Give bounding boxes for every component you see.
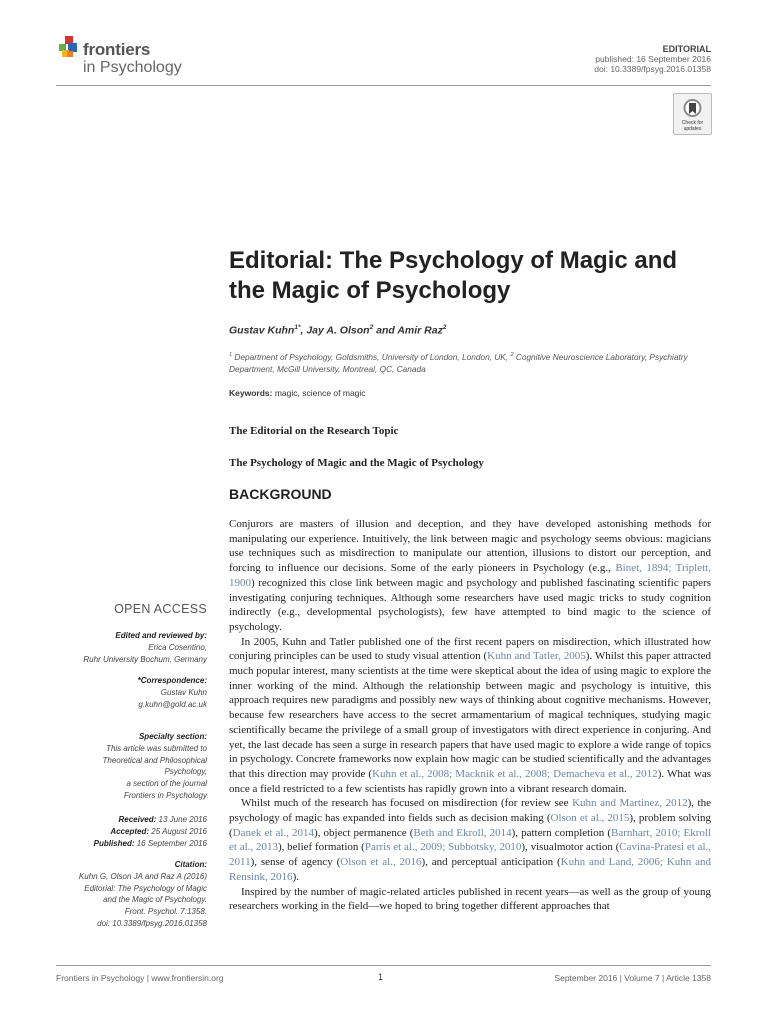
citation-link[interactable]: Cavina-Pratesi et al., 2011 [229,841,711,869]
author-separator: and [373,324,398,337]
correspondence-info [56,675,207,710]
citation-link[interactable]: Kuhn and Tatler, 2005 [487,650,586,663]
citation-label: Citation: [174,860,207,869]
check-for-updates-badge[interactable] [673,93,712,135]
citation-link[interactable]: Binet, 1894; Triplett, 1900 [229,562,711,589]
footer-journal[interactable]: Frontiers in Psychology | www.frontiersin.org [56,973,224,983]
bookmark-icon [674,94,711,122]
citation-link[interactable]: Danek et al., 2014 [232,826,315,839]
editor-affiliation: Ruhr University Bochum, Germany [83,654,207,664]
affil-sup: 2 [510,352,514,358]
affil-sup: 1 [229,352,233,358]
page-number: 1 [378,972,384,982]
edited-by-label: Edited and reviewed by: [115,631,207,640]
citation-link[interactable]: Olson et al., 2016 [340,856,422,869]
citation-link[interactable]: Beth and Ekroll, 2014 [413,826,512,839]
author-name[interactable]: Amir Raz [397,324,443,337]
affiliations [229,349,714,376]
specialty-line: This article was submitted to [106,743,207,753]
specialty-label: Specialty section: [138,732,207,741]
research-topic-title[interactable]: The Psychology of Magic and the Magic of Psychology [229,457,484,469]
correspondence-email[interactable]: g.kuhn@gold.ac.uk [138,699,207,709]
article-meta [594,44,711,74]
specialty-line: a section of the journal [126,779,207,789]
header-divider [56,85,711,86]
keywords-value: magic, science of magic [272,388,366,398]
specialty-line: Psychology, [164,767,207,777]
paragraph: Whilst much of the research has focused on misdirection (for review see Kuhn and Martinez, 2012), the psychology of magic has expanded into fields such as decision making (Olson et al., 2015), problem solving (Danek et al., 2014), object permanence (Beth and Ekroll, 2014), pattern completion (Barnhart, 2010; Ekroll et al., 2013), belief formation (Parris et al., 2009; Subbotsky, 2010), visualmotor action (Cavina-Pratesi et al., 2011), sense of agency (Olson et al., 2016), and perceptual anticipation (Kuhn and Land, 2006; Kuhn and Rensink, 2016). [229,797,711,883]
specialty-line: Theoretical and Philosophical [102,755,207,765]
footer-issue: September 2016 | Volume 7 | Article 1358 [554,973,711,983]
citation-line: Editorial: The Psychology of Magic [84,883,207,893]
paragraph: Conjurors are masters of illusion and deception, and they have developed astonishing methods for manipulating our experience. Intuitively, the link between magic and psychology seems obvious: magicians use techniques such as misdirection to manipulate our attention, illusions to distort our perception, and forcing to influence our decisions. Some of the early pioneers in Psychology (e.g., Binet, 1894; Triplett, 1900) recognized this close link between magic and psychology and published fascinating scientific papers investigating conjuring techniques. Although some researchers have used magic tricks to study cognition indirectly (e.g., developmental psychologists), few have attempted to bind magic to the science of psychology. [229,518,711,633]
article-title: Editorial: The Psychology of Magic and the Magic of Psychology [229,247,678,304]
affil-text: Department of Psychology, Goldsmiths, University of London, London, UK, [232,351,511,362]
citation-line: and the Magic of Psychology. [103,895,207,905]
author-separator: , [300,324,307,337]
author-name[interactable]: Gustav Kuhn [229,324,295,337]
correspondence-name: Gustav Kuhn [160,687,207,697]
citation-link[interactable]: Barnhart, 2010; Ekroll et al., 2013 [229,826,711,854]
author-affil-sup: 1* [294,324,301,331]
citation-line: Kuhn G, Olson JA and Raz A (2016) [78,871,207,881]
author-list [229,324,446,337]
citation-link[interactable]: Parris et al., 2009; Subbotsky, 2010 [364,841,522,854]
research-topic-intro: The Editorial on the Research Topic [229,425,399,437]
specialty-line: Frontiers in Psychology [123,790,207,800]
accepted-date: Accepted: 25 August 2016 [110,826,207,836]
doi[interactable]: doi: 10.3389/fpsyg.2016.01358 [594,64,711,74]
body-text [229,517,711,914]
keywords-label: Keywords: [229,388,273,398]
logo-wordmark-frontiers: frontiers [83,40,151,59]
citation-link[interactable]: Kuhn and Land, 2006; Kuhn and Rensink, 2016 [229,856,711,883]
citation-link[interactable]: Olson et al., 2015 [550,812,630,825]
citation-doi[interactable]: doi: 10.3389/fpsyg.2016.01358 [97,918,207,928]
correspondence-label: *Correspondence: [137,676,207,685]
paragraph: Inspired by the number of magic-related articles published in recent years—as well as the group of young researchers working in the field—we hoped to bring together different approaches that [229,885,711,913]
affil-text: Cognitive Neuroscience Laboratory, Psychiatry Department, McGill University, Montreal, QC, Canada [229,351,688,375]
author-name[interactable]: Jay A. Olson [306,324,370,337]
citation-info [56,859,207,930]
paragraph: In 2005, Kuhn and Tatler published one of the first recent papers on misdirection, which illustrated how conjuring principles can be used to study visual attention (Kuhn and Tatler, 2005). Whilst this paper attracted much popular interest, many scientists at the time were skeptical about the idea of using magic to explore the inner working of the mind. Although the relationship between magic and psychology is intuitive, this approach requires new paradigms and possibly new ways of thinking about cognitive mechanisms. However, because few researchers have access to the secret armamentarium of magical techniques, studying magic scientifically became the privilege of a small group of investigators with direct experience in conjuring. And yet, the last decade has seen a surge in research papers that have used magic to explore a wide range of topics in psychology. Concrete frameworks now explain how magic can be studied scientifically and the advantages that this direction may provide (Kuhn et al., 2008; Macknik et al., 2008; Demacheva et al., 2012). What was once a field restricted to a few scientists has rapidly grown into a vibrant research domain. [229,635,712,795]
keywords [229,388,366,398]
citation-link[interactable]: Kuhn et al., 2008; Macknik et al., 2008; Demacheva et al., 2012 [372,767,658,780]
citation-line: Front. Psychol. 7:1358. [124,907,207,917]
published-date: published: 16 September 2016 [595,54,711,64]
logo-wordmark-journal: in Psychology [83,59,182,76]
editor-name: Erica Cosentino, [148,642,207,652]
editor-info [56,630,207,665]
check-for-updates-label: Check for updates [681,120,704,132]
article-dates [56,814,207,849]
received-date: Received: 13 June 2016 [118,815,207,824]
author-affil-sup: 2 [369,324,374,331]
footer-divider [56,965,711,966]
article-type: EDITORIAL [662,44,711,54]
open-access-label: OPEN ACCESS [114,602,207,616]
specialty-section [56,731,207,802]
author-affil-sup: 2 [442,324,447,331]
published-date-side: Published: 16 September 2016 [93,838,207,848]
section-heading: BACKGROUND [229,486,332,502]
citation-link[interactable]: Kuhn and Martinez, 2012 [572,797,688,810]
